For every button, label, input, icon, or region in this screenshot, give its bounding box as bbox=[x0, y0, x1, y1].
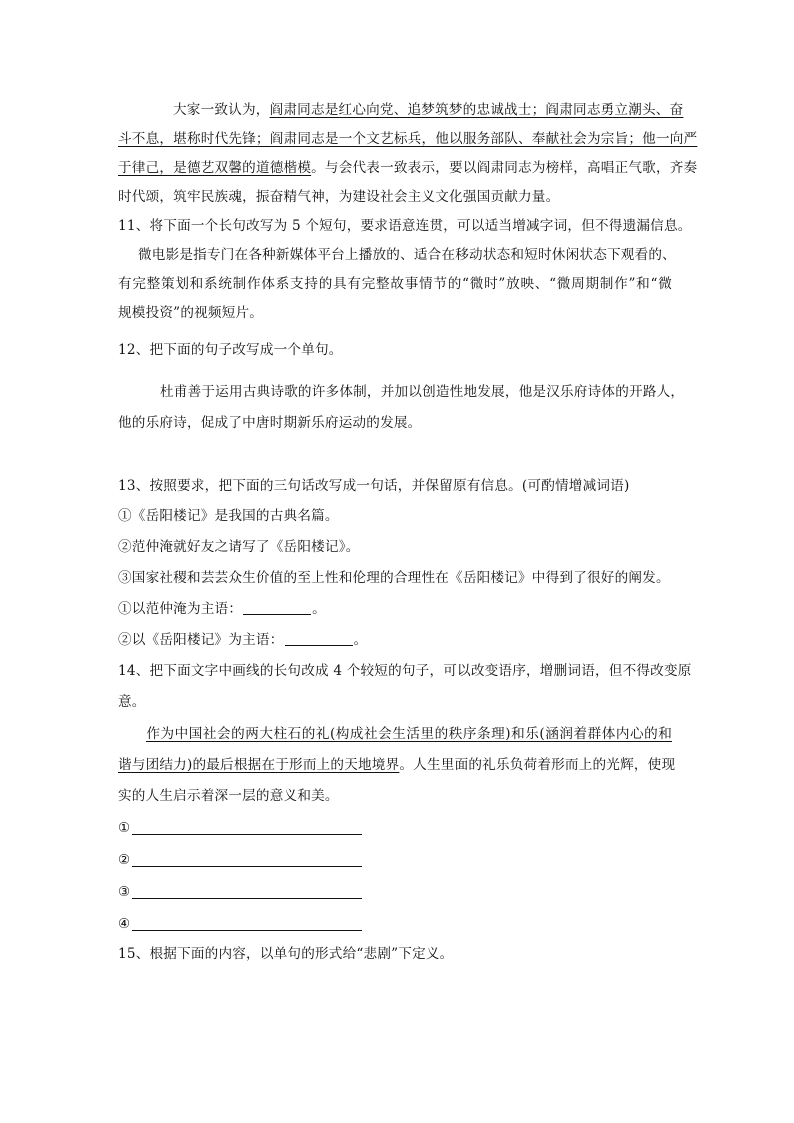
q14-answer-line-1: ① bbox=[118, 818, 362, 838]
q12-para-2: 他的乐府诗，促成了中唐时期新乐府运动的发展。 bbox=[118, 415, 422, 431]
q11-para-3: 规模投资”的视频短片。 bbox=[118, 305, 264, 321]
q14-answer-line-2: ② bbox=[118, 850, 362, 870]
q14-prompt-2: 意。 bbox=[118, 694, 146, 710]
q13-answer-2: ②以《岳阳楼记》为主语： 。 bbox=[118, 632, 368, 648]
q12-prompt: 12、把下面的句子改写成一个单句。 bbox=[118, 342, 343, 358]
q13-prompt: 13、按照要求，把下面的三句话改写成一句话，并保留原有信息。(可酌情增减词语) bbox=[118, 478, 630, 494]
q14-para-3: 实的人生启示着深一层的意义和美。 bbox=[118, 788, 339, 804]
q13-sentence-3: ③国家社稷和芸芸众生价值的至上性和伦理的合理性在《岳阳楼记》中得到了很好的阐发。 bbox=[118, 570, 670, 586]
q13-blank-2[interactable] bbox=[285, 631, 353, 646]
q13-blank-1[interactable] bbox=[243, 600, 311, 615]
q14-para-2: 谐与团结力)的最后根据在于形而上的天地境界。人生里面的礼乐负荷着形而上的光辉，使现 bbox=[118, 757, 676, 773]
q15-prompt: 15、根据下面的内容，以单句的形式给“悲剧”下定义。 bbox=[118, 946, 454, 962]
q14-rule-1[interactable] bbox=[132, 820, 362, 835]
q10-line-4: 时代颂，筑牢民族魂，振奋精气神，为建设社会主义文化强国贡献力量。 bbox=[118, 189, 560, 205]
q12-para-1: 杜甫善于运用古典诗歌的许多体制，并加以创造性地发展，他是汉乐府诗体的开路人， bbox=[160, 384, 685, 400]
q13-sentence-1: ①《岳阳楼记》是我国的古典名篇。 bbox=[118, 508, 339, 524]
q14-answer-line-3: ③ bbox=[118, 882, 362, 902]
q14-rule-4[interactable] bbox=[132, 916, 362, 931]
q14-prompt-1: 14、把下面文字中画线的长句改成 4 个较短的句子，可以改变语序，增删词语，但不得改变原 bbox=[118, 663, 692, 679]
q14-answer-line-4: ④ bbox=[118, 914, 362, 934]
q11-prompt: 11、将下面一个长句改写为 5 个短句，要求语意连贯，可以适当增减字词，但不得遗漏信息。 bbox=[118, 218, 692, 234]
q14-rule-3[interactable] bbox=[132, 884, 362, 899]
q10-line-3: 于律己，是德艺双馨的道德楷模。与会代表一致表示，要以阎肃同志为榜样，高唱正气歌，齐奏 bbox=[118, 160, 698, 176]
q14-rule-2[interactable] bbox=[132, 852, 362, 867]
q10-line-1: 大家一致认为，阎肃同志是红心向党、追梦筑梦的忠诚战士；阎肃同志勇立潮头、奋 bbox=[173, 102, 684, 118]
q13-sentence-2: ②范仲淹就好友之请写了《岳阳楼记》。 bbox=[118, 539, 360, 555]
q14-para-1: 作为中国社会的两大柱石的礼(构成社会生活里的秩序条理)和乐(涵润着群体内心的和 bbox=[146, 726, 672, 742]
q13-answer-1: ①以范仲淹为主语： 。 bbox=[118, 601, 326, 617]
q10-line-2: 斗不息，堪称时代先锋；阎肃同志是一个文艺标兵，他以服务部队、奉献社会为宗旨；他一向严 bbox=[118, 131, 698, 147]
q11-para-2: 有完整策划和系统制作体系支持的具有完整故事情节的“微时”放映、“微周期制作”和“微 bbox=[118, 276, 672, 292]
q11-para-1: 微电影是指专门在各种新媒体平台上播放的、适合在移动状态和短时休闲状态下观看的、 bbox=[138, 247, 676, 263]
